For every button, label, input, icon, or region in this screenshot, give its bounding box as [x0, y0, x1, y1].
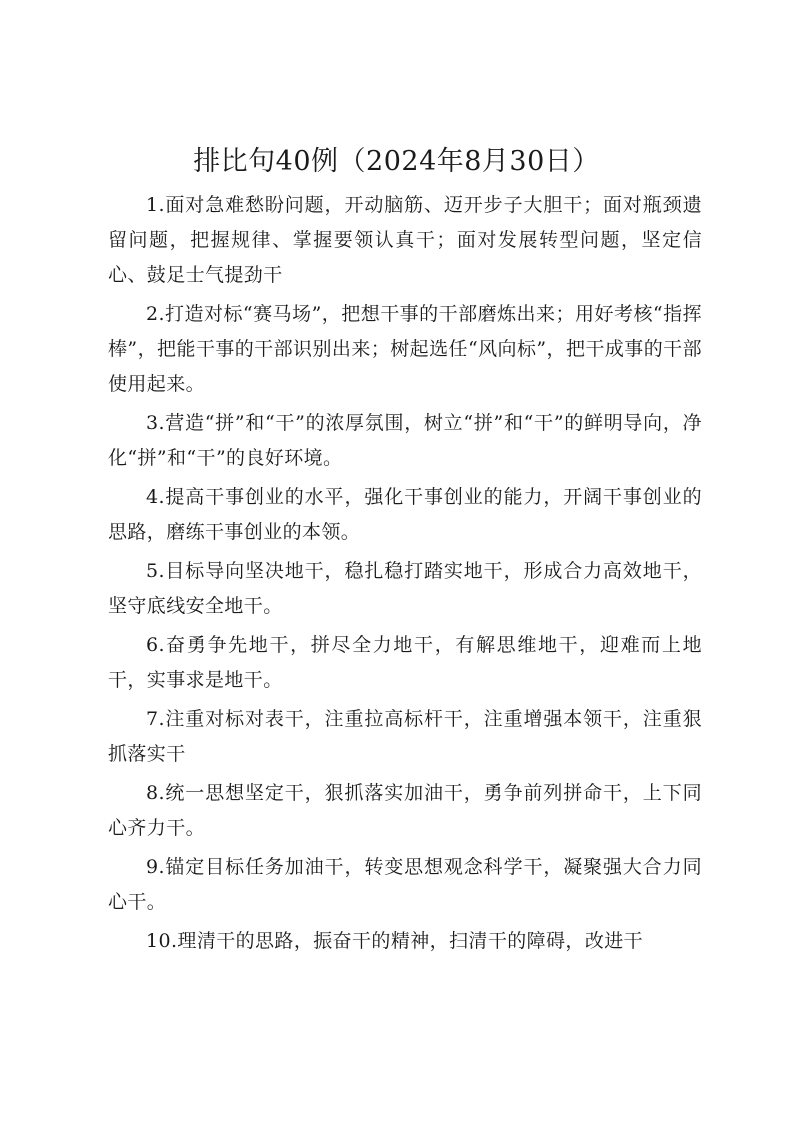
paragraph-7: 7.注重对标对表干，注重拉高标杆干，注重增强本领干，注重狠抓落实干 — [108, 708, 702, 765]
paragraph-10: 10.理清干的思路，振奋干的精神，扫清干的障碍，改进干 — [146, 930, 644, 952]
paragraph-9: 9.锚定目标任务加油干，转变思想观念科学干，凝聚强大合力同心干。 — [108, 856, 702, 913]
paragraph-4: 4.提高干事创业的水平，强化干事创业的能力，开阔干事创业的思路，磨练干事创业的本领。 — [108, 486, 702, 543]
paragraph-1: 1.面对急难愁盼问题，开动脑筋、迈开步子大胆干；面对瓶颈遗留问题，把握规律、掌握要领认真干；面对发展转型问题，坚定信心、鼓足士气提劲干 — [108, 194, 702, 286]
paragraph-2: 2.打造对标“赛马场”，把想干事的干部磨炼出来；用好考核“指挥棒”，把能干事的干部识别出来；树起选任“风向标”，把干成事的干部使用起来。 — [108, 303, 702, 395]
paragraph-8: 8.统一思想坚定干，狠抓落实加油干，勇争前列拼命干，上下同心齐力干。 — [108, 782, 702, 839]
document-body — [108, 188, 702, 959]
paragraph-5: 5.目标导向坚决地干，稳扎稳打踏实地干，形成合力高效地干，坚守底线安全地干。 — [108, 560, 702, 617]
document-title: 排比句40例（2024年8月30日） — [193, 146, 600, 177]
paragraph-6: 6.奋勇争先地干，拼尽全力地干，有解思维地干，迎难而上地干，实事求是地干。 — [108, 634, 702, 691]
paragraph-3: 3.营造“拼”和“干”的浓厚氛围，树立“拼”和“干”的鲜明导向，净化“拼”和“干”的良好环境。 — [108, 412, 702, 469]
